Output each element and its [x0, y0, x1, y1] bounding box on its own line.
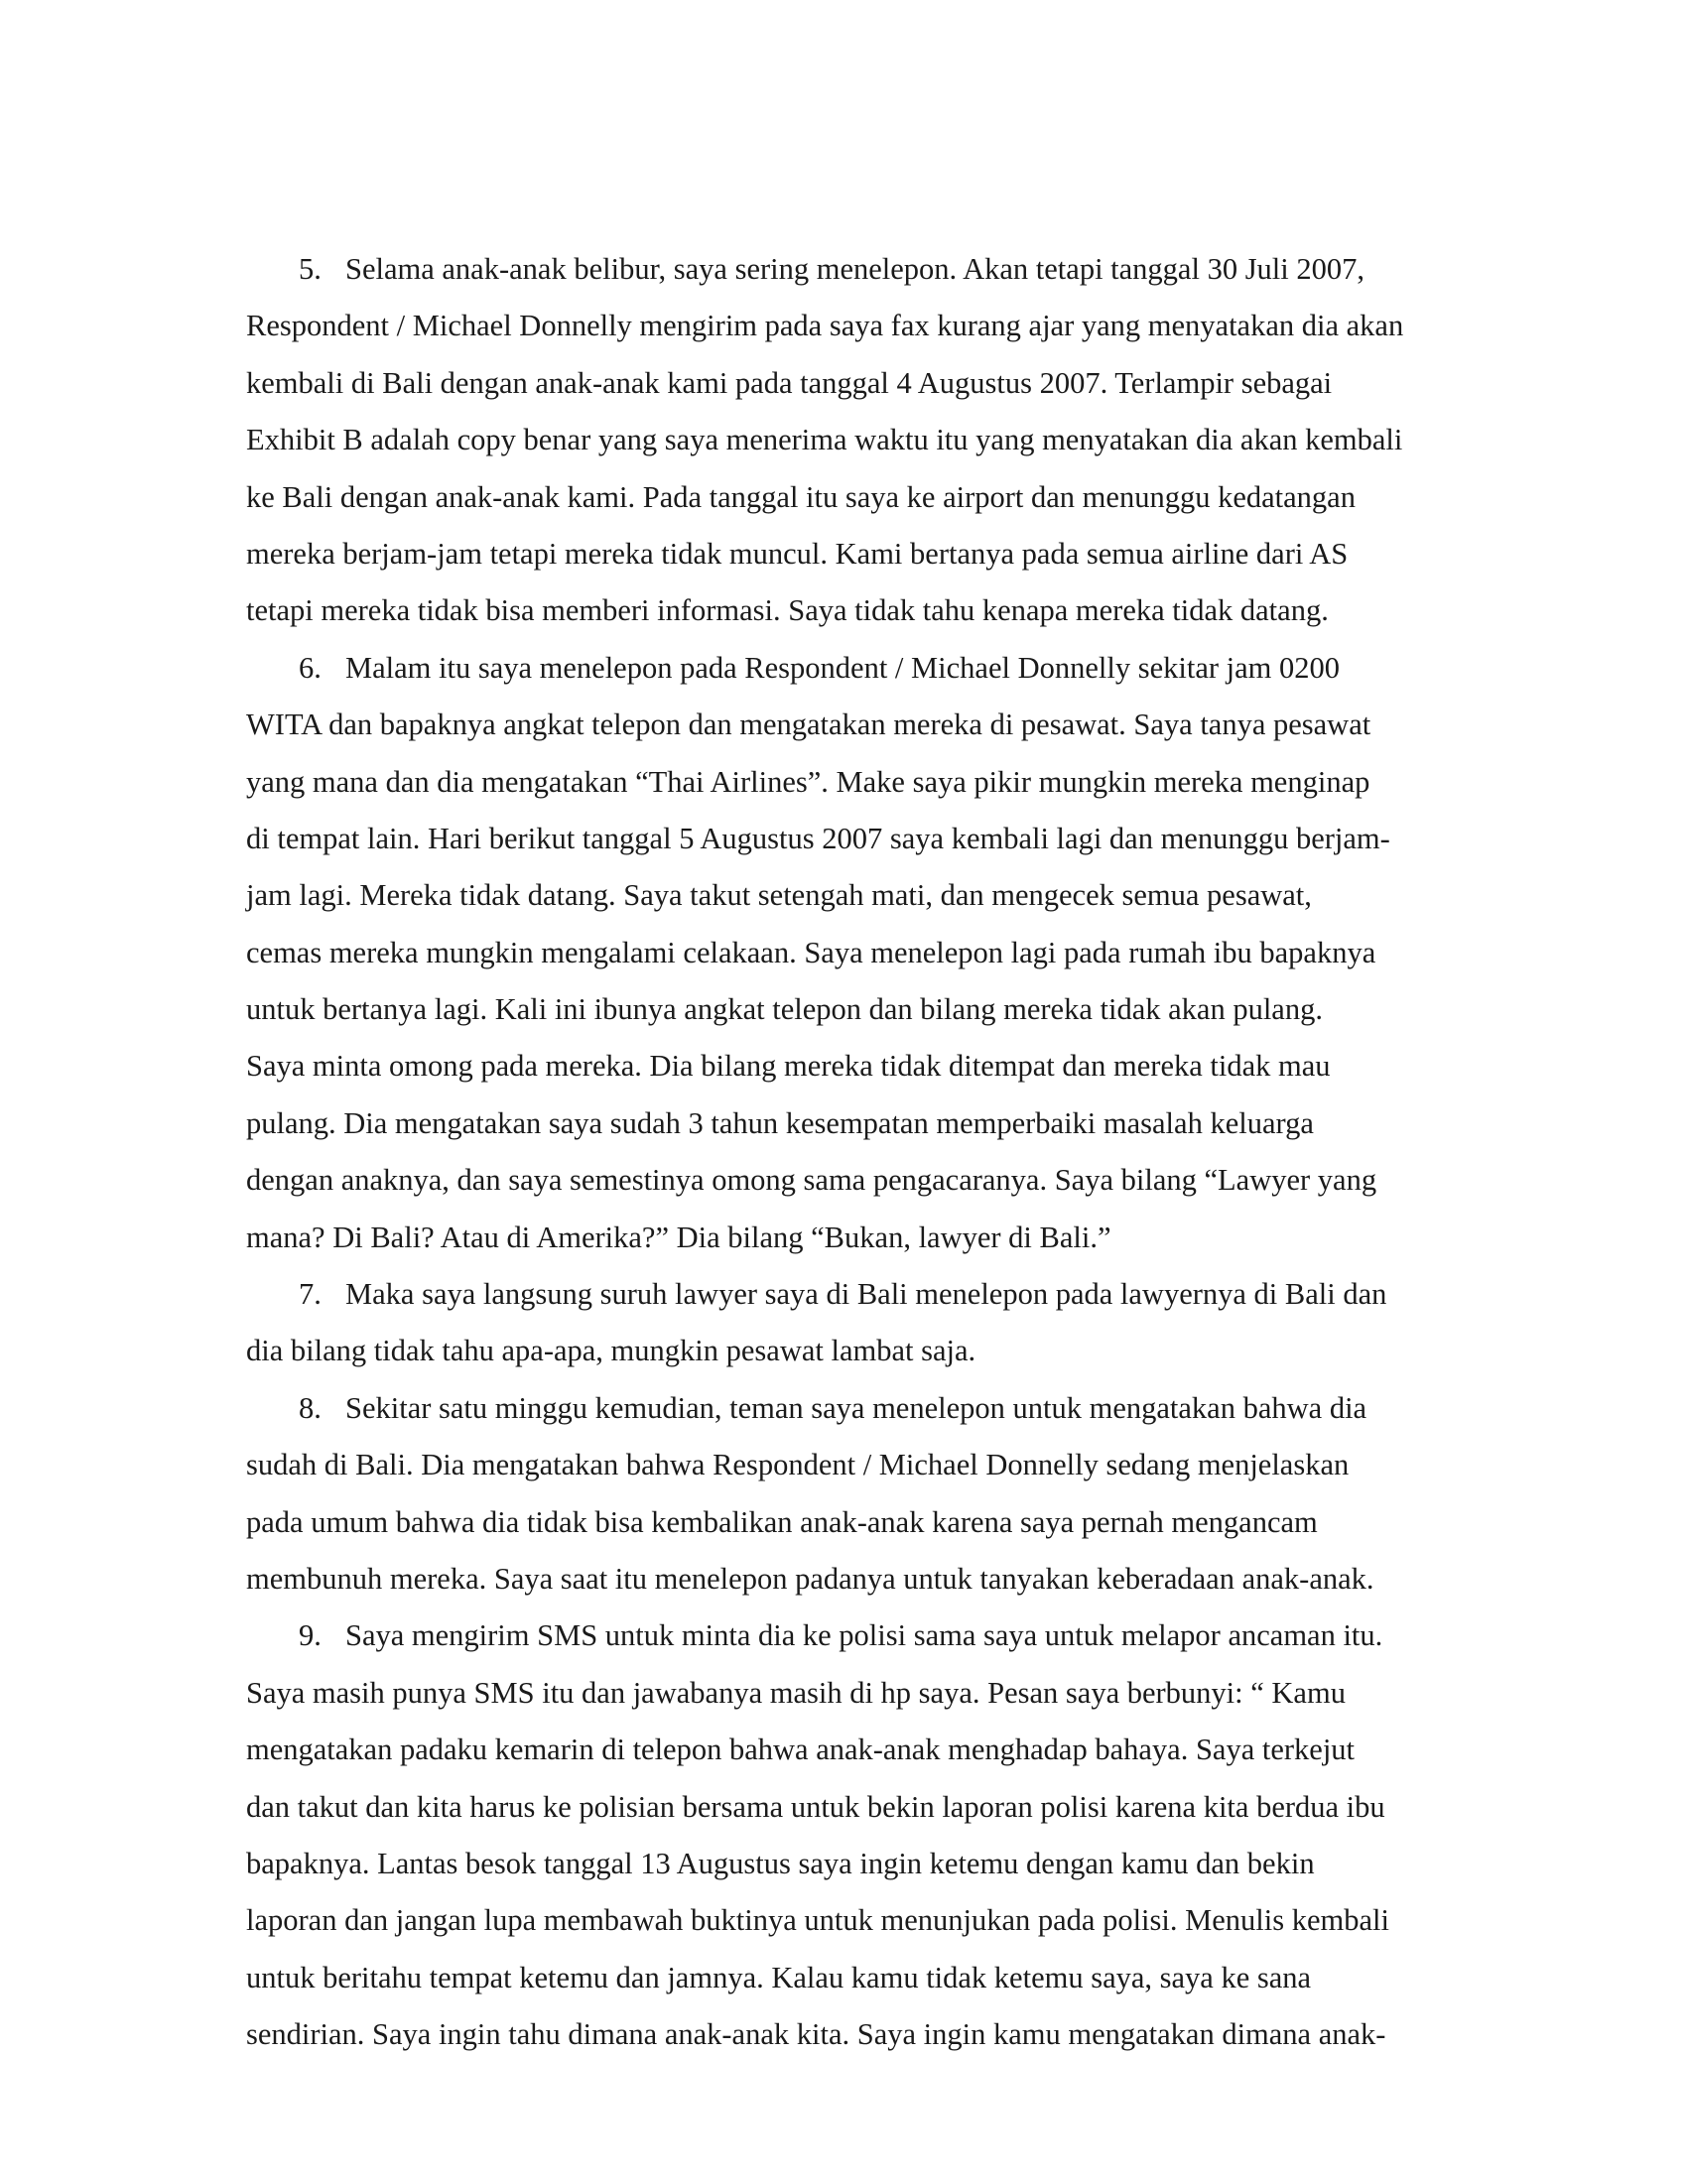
line-text: kembali di Bali dengan anak-anak kami pada tanggal 4 Augustus 2007. Terlampir sebagai [246, 365, 1333, 400]
line-text: di tempat lain. Hari berikut tanggal 5 Augustus 2007 saya kembali lagi dan menunggu berjam- [246, 821, 1390, 855]
paragraph-line [246, 1095, 1513, 1152]
document-body [246, 241, 1513, 2064]
line-text: jam lagi. Mereka tidak datang. Saya takut setengah mati, dan mengecek semua pesawat, [246, 878, 1312, 913]
line-text: Selama anak-anak belibur, saya sering menelepon. Akan tetapi tanggal 30 Juli 2007, [345, 252, 1365, 286]
line-text: dengan anaknya, dan saya semestinya omong sama pengacaranya. Saya bilang “Lawyer yang [246, 1163, 1377, 1198]
line-text: cemas mereka mungkin mengalami celakaan. Saya menelepon lagi pada rumah ibu bapaknya [246, 935, 1376, 969]
paragraph-line [246, 1551, 1513, 1607]
line-text: Sekitar satu minggu kemudian, teman saya menelepon untuk mengatakan bahwa dia [345, 1390, 1367, 1425]
paragraph-line [246, 1779, 1513, 1836]
line-text: pada umum bahwa dia tidak bisa kembalikan anak-anak karena saya pernah mengancam [246, 1504, 1318, 1539]
line-text: laporan dan jangan lupa membawah buktinya untuk menunjukan pada polisi. Menulis kembali [246, 1903, 1389, 1938]
line-text: Malam itu saya menelepon pada Respondent / Michael Donnelly sekitar jam 0200 [345, 650, 1341, 685]
line-text: Maka saya langsung suruh lawyer saya di Bali menelepon pada lawyernya di Bali dan [345, 1277, 1387, 1312]
paragraph-line [246, 1722, 1513, 1778]
paragraph-line [246, 1494, 1513, 1551]
line-text: pulang. Dia mengatakan saya sudah 3 tahun kesempatan memperbaiki masalah keluarga [246, 1105, 1314, 1140]
paragraph-line [246, 298, 1513, 354]
paragraph-line [246, 1892, 1513, 1949]
line-text: tetapi mereka tidak bisa memberi informasi. Saya tidak tahu kenapa mereka tidak datang. [246, 593, 1329, 628]
paragraph-line [246, 526, 1513, 582]
paragraph-line [246, 811, 1513, 867]
paragraph-line [246, 1266, 1513, 1323]
paragraph-line [246, 640, 1513, 697]
paragraph-line [246, 355, 1513, 412]
paragraph-line [246, 1607, 1513, 1664]
paragraph [246, 640, 1513, 1266]
paragraph-line [246, 867, 1513, 924]
line-text: Saya mengirim SMS untuk minta dia ke polisi sama saya untuk melapor ancaman itu. [345, 1618, 1383, 1653]
line-text: yang mana dan dia mengatakan “Thai Airlines”. Make saya pikir mungkin mereka menginap [246, 764, 1370, 799]
paragraph-number: 6. [299, 650, 322, 685]
line-text: sudah di Bali. Dia mengatakan bahwa Respondent / Michael Donnelly sedang menjelaskan [246, 1448, 1350, 1482]
line-text: mana? Di Bali? Atau di Amerika?” Dia bilang “Bukan, lawyer di Bali.” [246, 1220, 1111, 1254]
line-text: mereka berjam-jam tetapi mereka tidak muncul. Kami bertanya pada semua airline dari AS [246, 536, 1349, 571]
paragraph-line [246, 1038, 1513, 1094]
paragraph-number: 9. [299, 1618, 322, 1653]
paragraph-line [246, 1437, 1513, 1493]
line-text: sendirian. Saya ingin tahu dimana anak-anak kita. Saya ingin kamu mengatakan dimana anak- [246, 2017, 1386, 2052]
paragraph-line [246, 1836, 1513, 1892]
paragraph-line [246, 981, 1513, 1038]
line-text: Saya minta omong pada mereka. Dia bilang mereka tidak ditempat dan mereka tidak mau [246, 1049, 1331, 1084]
paragraph-line [246, 582, 1513, 639]
line-text: bapaknya. Lantas besok tanggal 13 Augustus saya ingin ketemu dengan kamu dan bekin [246, 1846, 1315, 1880]
paragraph-line [246, 1323, 1513, 1379]
paragraph-line [246, 2006, 1513, 2063]
paragraph-line [246, 241, 1513, 298]
paragraph-line [246, 1950, 1513, 2006]
paragraph-line [246, 754, 1513, 811]
paragraph-line [246, 1210, 1513, 1266]
paragraph-line [246, 1380, 1513, 1437]
paragraph-line [246, 1152, 1513, 1209]
paragraph [246, 1266, 1513, 1380]
paragraph-line [246, 697, 1513, 753]
paragraph [246, 241, 1513, 640]
paragraph-line [246, 469, 1513, 526]
line-text: mengatakan padaku kemarin di telepon bahwa anak-anak menghadap bahaya. Saya terkejut [246, 1733, 1356, 1767]
paragraph-line [246, 1665, 1513, 1722]
line-text: untuk bertanya lagi. Kali ini ibunya angkat telepon dan bilang mereka tidak akan pulang. [246, 992, 1323, 1027]
paragraph-number: 7. [299, 1277, 322, 1312]
line-text: untuk beritahu tempat ketemu dan jamnya. Kalau kamu tidak ketemu saya, saya ke sana [246, 1960, 1312, 1994]
paragraph-number: 8. [299, 1390, 322, 1425]
line-text: WITA dan bapaknya angkat telepon dan mengatakan mereka di pesawat. Saya tanya pesawat [246, 707, 1371, 742]
line-text: membunuh mereka. Saya saat itu menelepon padanya untuk tanyakan keberadaan anak-anak. [246, 1561, 1374, 1596]
paragraph [246, 1380, 1513, 1608]
line-text: dan takut dan kita harus ke polisian bersama untuk bekin laporan polisi karena kita berdua ibu [246, 1789, 1385, 1824]
line-text: Exhibit B adalah copy benar yang saya menerima waktu itu yang menyatakan dia akan kembali [246, 423, 1403, 457]
paragraph-line [246, 925, 1513, 981]
paragraph-number: 5. [299, 252, 322, 286]
line-text: Saya masih punya SMS itu dan jawabanya masih di hp saya. Pesan saya berbunyi: “ Kamu [246, 1675, 1346, 1710]
paragraph-line [246, 412, 1513, 468]
line-text: ke Bali dengan anak-anak kami. Pada tanggal itu saya ke airport dan menunggu kedatangan [246, 479, 1356, 514]
line-text: Respondent / Michael Donnelly mengirim pada saya fax kurang ajar yang menyatakan dia akan [246, 309, 1404, 343]
paragraph [246, 1607, 1513, 2063]
line-text: dia bilang tidak tahu apa-apa, mungkin pesawat lambat saja. [246, 1334, 976, 1368]
